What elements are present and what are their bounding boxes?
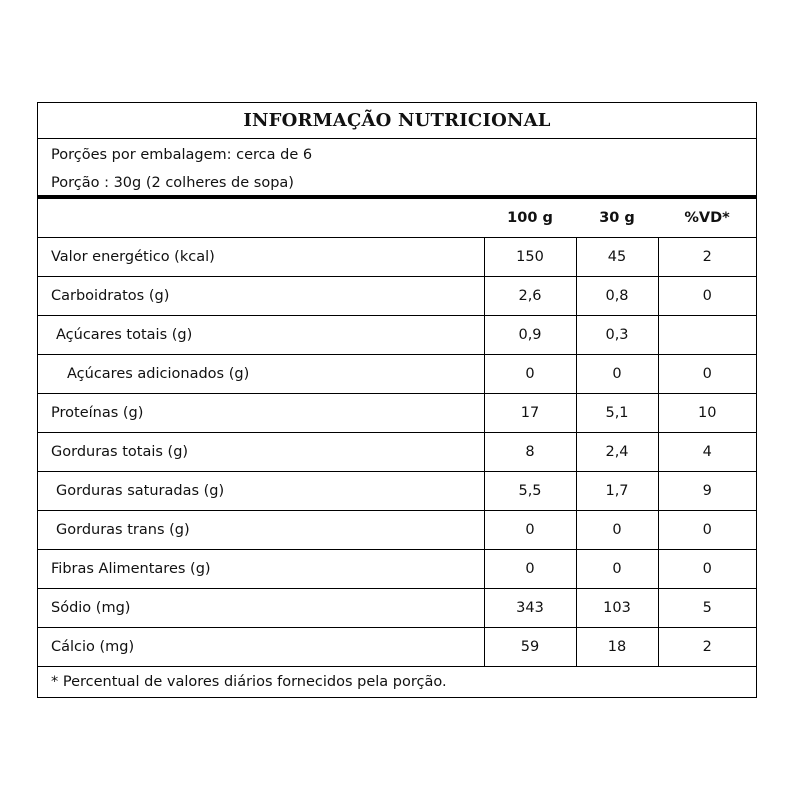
value-vd: 9 bbox=[658, 472, 756, 511]
value-vd: 2 bbox=[658, 628, 756, 667]
value-vd: 0 bbox=[658, 277, 756, 316]
value-30g: 5,1 bbox=[576, 394, 658, 433]
table-row bbox=[38, 394, 756, 433]
value-100g: 0 bbox=[484, 511, 576, 550]
nutrient-label: Fibras Alimentares (g) bbox=[38, 550, 484, 589]
table-row bbox=[38, 277, 756, 316]
table-row bbox=[38, 511, 756, 550]
table-row bbox=[38, 238, 756, 277]
nutrient-label: Açúcares totais (g) bbox=[38, 316, 484, 355]
value-100g: 17 bbox=[484, 394, 576, 433]
nutrition-table bbox=[38, 199, 756, 667]
nutrient-label: Gorduras saturadas (g) bbox=[38, 472, 484, 511]
header-nutrient bbox=[38, 199, 484, 238]
value-100g: 150 bbox=[484, 238, 576, 277]
footnote: * Percentual de valores diários fornecidos pela porção. bbox=[51, 674, 447, 690]
nutrient-label: Valor energético (kcal) bbox=[38, 238, 484, 277]
table-row bbox=[38, 628, 756, 667]
value-vd: 10 bbox=[658, 394, 756, 433]
value-100g: 59 bbox=[484, 628, 576, 667]
table-row bbox=[38, 550, 756, 589]
portion-size: Porção : 30g (2 colheres de sopa) bbox=[51, 175, 294, 191]
nutrient-label: Proteínas (g) bbox=[38, 394, 484, 433]
value-100g: 8 bbox=[484, 433, 576, 472]
value-vd: 2 bbox=[658, 238, 756, 277]
value-30g: 0 bbox=[576, 511, 658, 550]
table-row bbox=[38, 433, 756, 472]
nutrition-facts-panel bbox=[37, 102, 757, 698]
value-30g: 0,3 bbox=[576, 316, 658, 355]
table-header-row bbox=[38, 199, 756, 238]
nutrient-label: Gorduras totais (g) bbox=[38, 433, 484, 472]
nutrient-label: Carboidratos (g) bbox=[38, 277, 484, 316]
value-100g: 0 bbox=[484, 355, 576, 394]
value-100g: 0 bbox=[484, 550, 576, 589]
value-100g: 2,6 bbox=[484, 277, 576, 316]
value-100g: 343 bbox=[484, 589, 576, 628]
value-vd: 0 bbox=[658, 550, 756, 589]
nutrient-label: Sódio (mg) bbox=[38, 589, 484, 628]
header-vd: %VD* bbox=[684, 210, 730, 226]
value-30g: 1,7 bbox=[576, 472, 658, 511]
value-vd: 5 bbox=[658, 589, 756, 628]
value-30g: 2,4 bbox=[576, 433, 658, 472]
value-30g: 0 bbox=[576, 355, 658, 394]
value-vd: 4 bbox=[658, 433, 756, 472]
serving-info bbox=[38, 139, 756, 199]
panel-title: INFORMAÇÃO NUTRICIONAL bbox=[38, 103, 756, 139]
value-30g: 45 bbox=[576, 238, 658, 277]
nutrient-label: Cálcio (mg) bbox=[38, 628, 484, 667]
value-100g: 5,5 bbox=[484, 472, 576, 511]
nutrient-label: Açúcares adicionados (g) bbox=[38, 355, 484, 394]
value-vd bbox=[658, 316, 756, 355]
table-row bbox=[38, 589, 756, 628]
header-30g: 30 g bbox=[599, 210, 635, 226]
value-30g: 18 bbox=[576, 628, 658, 667]
value-30g: 0,8 bbox=[576, 277, 658, 316]
value-100g: 0,9 bbox=[484, 316, 576, 355]
value-30g: 0 bbox=[576, 550, 658, 589]
table-row bbox=[38, 355, 756, 394]
table-row bbox=[38, 316, 756, 355]
value-vd: 0 bbox=[658, 511, 756, 550]
servings-per-package: Porções por embalagem: cerca de 6 bbox=[51, 147, 313, 163]
header-100g: 100 g bbox=[507, 210, 553, 226]
nutrient-label: Gorduras trans (g) bbox=[38, 511, 484, 550]
table-row bbox=[38, 472, 756, 511]
value-30g: 103 bbox=[576, 589, 658, 628]
value-vd: 0 bbox=[658, 355, 756, 394]
